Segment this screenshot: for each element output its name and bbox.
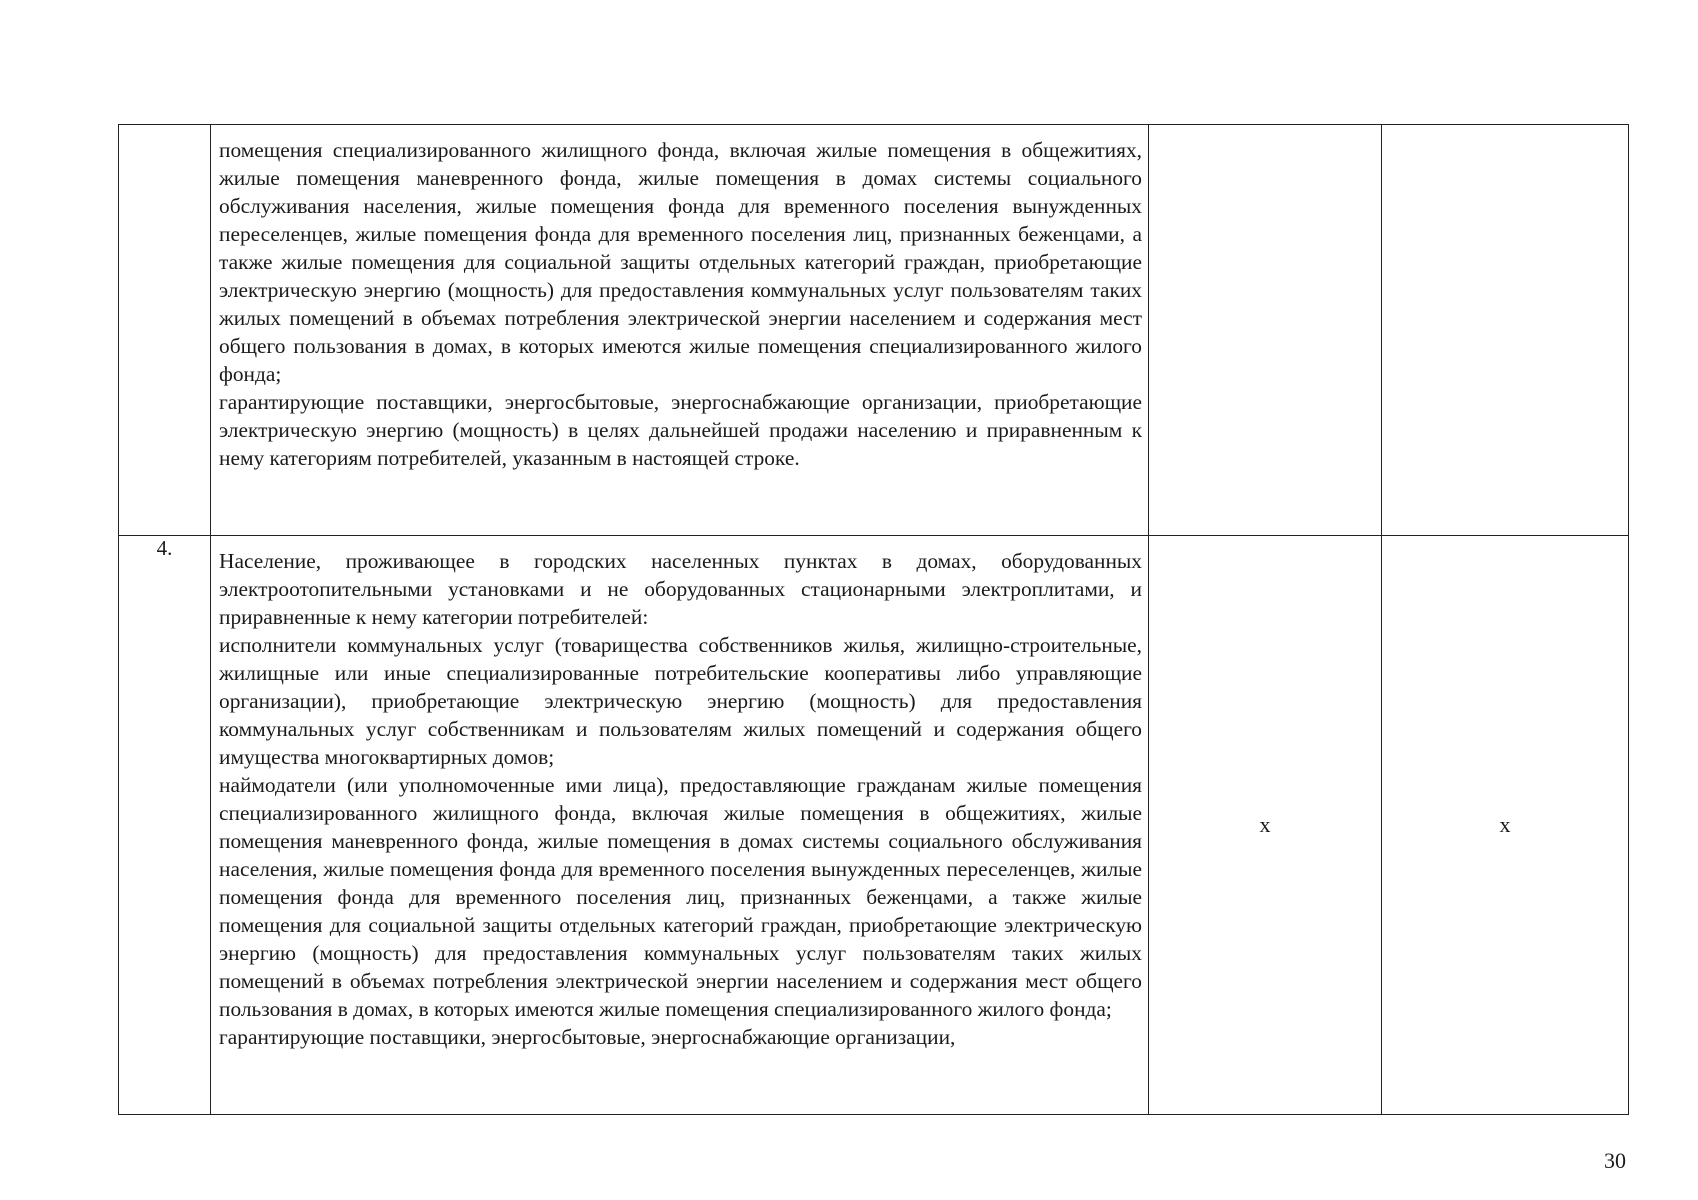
paragraph: помещения специализированного жилищного фонда, включая жилые помещения в общежитиях, жилые помещения маневренного фонда, жилые помещения в домах системы социального обслуживания населения, жилые помещения фонда для временного поселения вынужденных переселенцев, жилые помещения фонда для временного поселения лиц, признанных беженцами, а также жилые помещения для социальной защиты отдельных категорий граждан, приобретающие электрическую энергию (мощность) для предоставления коммунальных услуг пользователям таких жилых помещений в объемах потребления электрической энергии населением и содержания мест общего пользования в домах, в которых имеются жилые помещения специализированного жилого фонда; bbox=[219, 138, 1142, 386]
table-row bbox=[119, 536, 1629, 1115]
paragraph: Население, проживающее в городских населенных пунктах в домах, оборудованных электроотопительными установками и не оборудованных стационарными электроплитами, и приравненные к нему категории потребителей: bbox=[219, 549, 1142, 629]
row-description bbox=[211, 125, 1149, 536]
row-description bbox=[211, 536, 1149, 1115]
row-number: 4. bbox=[119, 536, 211, 1115]
value-cell-a bbox=[1149, 125, 1382, 536]
row-number bbox=[119, 125, 211, 536]
value-cell-a: х bbox=[1149, 536, 1382, 1115]
page-number: 30 bbox=[1604, 1148, 1626, 1173]
value-cell-b bbox=[1382, 125, 1629, 536]
paragraph: наймодатели (или уполномоченные ими лица), предоставляющие гражданам жилые помещения специализированного жилищного фонда, включая жилые помещения в общежитиях, жилые помещения маневренного фонда, жилые помещения в домах системы социального обслуживания населения, жилые помещения фонда для временного поселения вынужденных переселенцев, жилые помещения фонда для временного поселения лиц, признанных беженцами, а также жилые помещения для социальной защиты отдельных категорий граждан, приобретающие электрическую энергию (мощность) для предоставления коммунальных услуг пользователям таких жилых помещений в объемах потребления электрической энергии населением и содержания мест общего пользования в домах, в которых имеются жилые помещения специализированного жилого фонда; bbox=[219, 773, 1142, 1021]
paragraph: гарантирующие поставщики, энергосбытовые, энергоснабжающие организации, bbox=[219, 1025, 956, 1049]
tariff-table bbox=[118, 124, 1629, 1115]
value-cell-b: х bbox=[1382, 536, 1629, 1115]
paragraph: исполнители коммунальных услуг (товарищества собственников жилья, жилищно-строительные, жилищные или иные специализированные потребительские кооперативы либо управляющие организации), приобретающие электрическую энергию (мощность) для предоставления коммунальных услуг собственникам и пользователям жилых помещений и содержания общего имущества многоквартирных домов; bbox=[219, 633, 1142, 769]
paragraph: гарантирующие поставщики, энергосбытовые, энергоснабжающие организации, приобретающие электрическую энергию (мощность) в целях дальнейшей продажи населению и приравненным к нему категориям потребителей, указанным в настоящей строке. bbox=[219, 390, 1142, 470]
table-row bbox=[119, 125, 1629, 536]
